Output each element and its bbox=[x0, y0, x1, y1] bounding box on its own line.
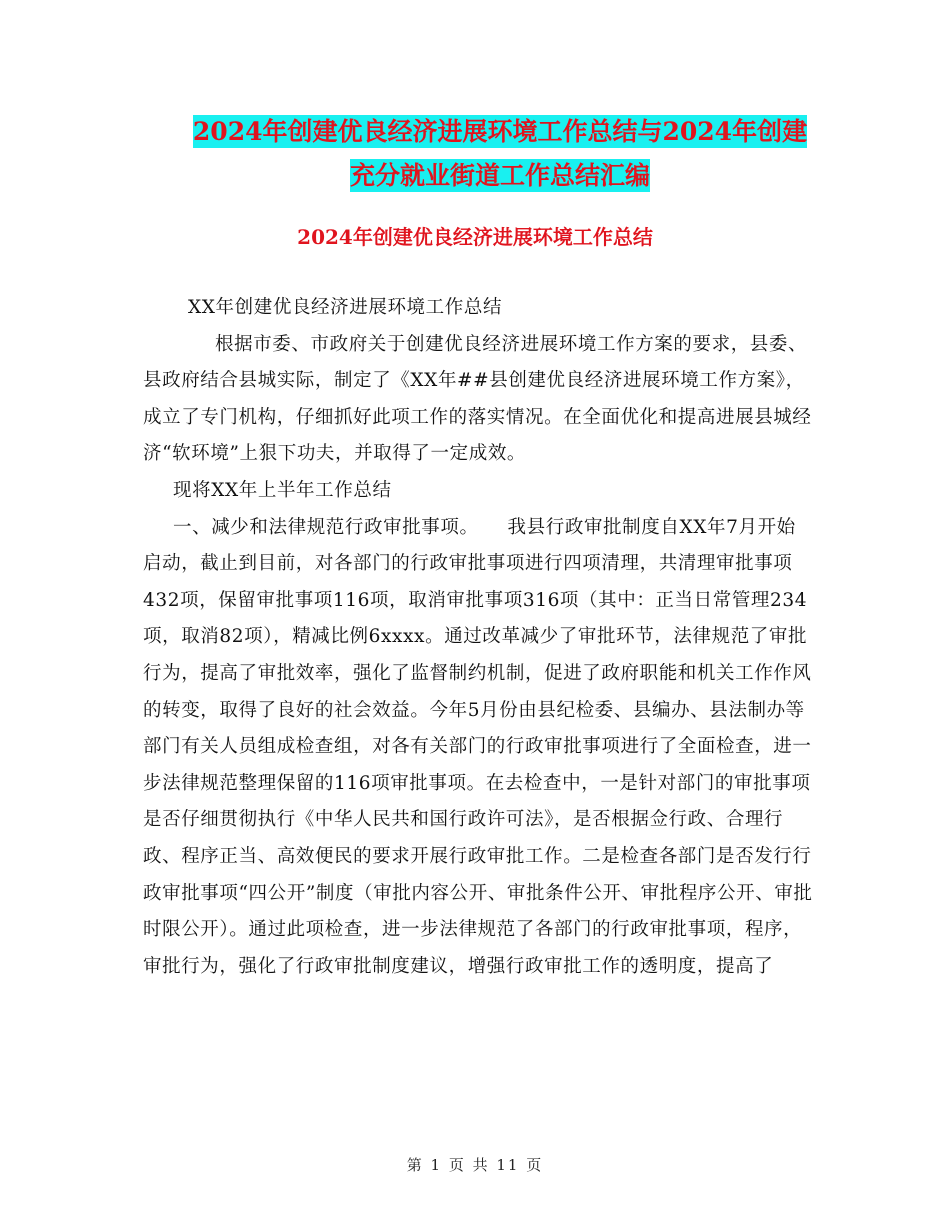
main-title-line-2: 充分就业街道工作总结汇编 bbox=[349, 161, 650, 190]
body-text bbox=[143, 290, 813, 985]
page-footer: 第 1 页 共 11 页 bbox=[406, 1156, 544, 1174]
paragraph-heading: XX年创建优良经济进展环境工作总结 bbox=[188, 297, 503, 318]
paragraph-intro: 根据市委、市政府关于创建优良经济进展环境工作方案的要求，县委、县政府结合县城实际，制定了《XX年##县创建优良经济进展环境工作方案》，成立了专门机构，仔细抓好此项工作的落实情况。在全面优化和提高进展县城经济“软环境”上狠下功夫，并取得了一定成效。 bbox=[143, 333, 812, 465]
section-title: 2024年创建优良经济进展环境工作总结 bbox=[297, 225, 653, 249]
main-title bbox=[150, 110, 850, 198]
paragraph-summary-lead: 现将XX年上半年工作总结 bbox=[173, 479, 392, 501]
main-title-line-1: 2024年创建优良经济进展环境工作总结与2024年创建 bbox=[192, 117, 808, 146]
paragraph-section-one: 一、减少和法律规范行政审批事项。 我县行政审批制度自XX年7月开始启动，截止到目前，对各部门的行政审批事项进行四项清理，共清理审批事项432项，保留审批事项116项，取消审批事项316项（其中：正当日常管理234项，取消82项），精减比例6xxxx。通过改革减少了审批环节，法律规范了审批行为，提高了审批效率，强化了监督制约机制，促进了政府职能和机关工作作风的转变，取得了良好的社会效益。今年5月份由县纪检委、县编办、县法制办等部门有关人员组成检查组，对各有关部门的行政审批事项进行了全面检查，进一步法律规范整理保留的116项审批事项。在去检查中，一是针对部门的审批事项是否仔细贯彻执行《中华人民共和国行政许可法》，是否根据佥行政、合理行政、程序正当、高效便民的要求开展行政审批工作。二是检查各部门是否发行行政审批事项“四公开”制度（审批内容公开、审批条件公开、审批程序公开、审批时限公开）。通过此项检查，进一步法律规范了各部门的行政审批事项，程序，审批行为，强化了行政审批制度建议，增强行政审批工作的透明度，提高了 bbox=[143, 516, 813, 977]
